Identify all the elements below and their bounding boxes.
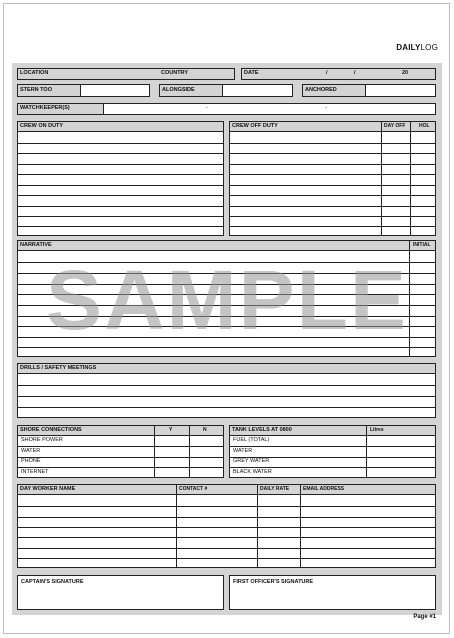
row-line	[230, 153, 435, 154]
row-line	[230, 226, 435, 227]
row-line	[18, 143, 223, 144]
row-line	[18, 206, 223, 207]
first-officer-signature-label: FIRST OFFICER'S SIGNATURE	[233, 579, 314, 585]
captain-signature-box[interactable]	[17, 575, 224, 610]
drills-header: DRILLS / SAFETY MEETINGS	[18, 364, 435, 374]
column-line	[381, 122, 382, 235]
initial-column-header: INITIAL	[413, 242, 431, 248]
anchored-input[interactable]	[365, 84, 436, 97]
location-label: LOCATION	[20, 70, 49, 76]
alongside-label-cell	[159, 84, 223, 97]
column-line	[176, 485, 177, 567]
shore-row-label: INTERNET	[21, 469, 49, 475]
narrative-table[interactable]	[17, 240, 436, 357]
sample-watermark: SAMPLE	[45, 253, 409, 347]
stern-too-label-cell	[17, 84, 81, 97]
year-prefix: 20	[402, 70, 409, 76]
watchkeeper-input[interactable]	[103, 103, 436, 115]
page-number: Page #1	[413, 614, 436, 620]
initial-column-line	[409, 241, 410, 356]
alongside-input[interactable]	[222, 84, 293, 97]
day-worker-table[interactable]	[17, 484, 436, 568]
row-line	[18, 284, 435, 285]
crew-off-duty-header: CREW OFF DUTY	[232, 123, 278, 129]
location-country-field[interactable]	[17, 68, 235, 80]
column-line	[189, 426, 190, 477]
date-label: DATE	[244, 70, 259, 76]
anchored-label: ANCHORED	[305, 87, 337, 93]
row-line	[230, 185, 435, 186]
shore-row-label: WATER	[21, 448, 41, 454]
row-line	[18, 467, 223, 468]
tank-levels-table[interactable]	[229, 425, 436, 478]
captain-signature-label: CAPTAIN'S SIGNATURE	[21, 579, 84, 585]
stern-too-label: STERN TOO	[20, 87, 52, 93]
shore-header-bar	[18, 426, 223, 436]
shore-row-label: SHORE POWER	[21, 437, 63, 443]
watchkeeper-label: WATCHKEEPER(S)	[20, 105, 70, 111]
column-line	[300, 485, 301, 567]
row-line	[18, 558, 435, 559]
anchored-label-cell	[302, 84, 366, 97]
row-line	[230, 143, 435, 144]
row-line	[18, 326, 435, 327]
watchkeeper-label-cell	[17, 103, 104, 115]
row-line	[18, 337, 435, 338]
hol-column-header: HOL	[419, 123, 430, 129]
drills-safety-meetings-table[interactable]	[17, 363, 436, 418]
row-line	[230, 174, 435, 175]
row-line	[18, 195, 223, 196]
row-line	[230, 446, 435, 447]
row-line	[18, 153, 223, 154]
crew-off-duty-table[interactable]	[229, 121, 436, 236]
row-line	[18, 446, 223, 447]
date-field[interactable]	[241, 68, 436, 80]
shore-connections-table[interactable]	[17, 425, 224, 478]
narrative-header-bar	[18, 241, 435, 251]
date-slash-1: /	[326, 70, 328, 76]
row-line	[18, 262, 435, 263]
column-line	[257, 485, 258, 567]
column-line	[366, 426, 367, 477]
tank-row-label: GREY WATER	[233, 458, 270, 464]
alongside-label: ALONGSIDE	[162, 87, 195, 93]
row-line	[18, 305, 435, 306]
page-title	[396, 43, 438, 52]
column-line	[154, 426, 155, 477]
country-label: COUNTRY	[161, 70, 188, 76]
row-line	[18, 185, 223, 186]
row-line	[18, 174, 223, 175]
row-line	[18, 396, 435, 397]
tank-header-bar	[230, 426, 435, 436]
row-line	[230, 164, 435, 165]
row-line	[18, 548, 435, 549]
tank-row-label: FUEL (TOTAL)	[233, 437, 270, 443]
row-line	[18, 316, 435, 317]
row-line	[18, 273, 435, 274]
row-line	[18, 506, 435, 507]
shore-connections-header: SHORE CONNECTIONS	[20, 427, 82, 433]
column-line	[410, 122, 411, 235]
contact-column-header: CONTACT #	[179, 486, 208, 492]
watchkeeper-separator-1: -	[206, 105, 208, 111]
row-line	[230, 467, 435, 468]
row-line	[18, 457, 223, 458]
watchkeeper-separator-2: -	[325, 105, 327, 111]
row-line	[230, 216, 435, 217]
email-column-header: EMAIL ADDRESS	[303, 486, 345, 492]
day-off-column-header: DAY OFF	[384, 123, 406, 129]
date-slash-2: /	[354, 70, 356, 76]
row-line	[18, 226, 223, 227]
shore-n-header: N	[203, 427, 207, 433]
daily-rate-column-header: DAILY RATE	[260, 486, 290, 492]
row-line	[18, 517, 435, 518]
tank-levels-header: TANK LEVELS AT 0800	[232, 427, 292, 433]
day-worker-name-header: DAY WORKER NAME	[20, 486, 76, 492]
day-worker-header-bar	[18, 485, 435, 495]
first-officer-signature-box[interactable]	[229, 575, 436, 610]
litres-column-header: Litres	[370, 427, 384, 433]
row-line	[18, 347, 435, 348]
row-line	[18, 385, 435, 386]
stern-too-input[interactable]	[80, 84, 150, 97]
row-line	[18, 294, 435, 295]
row-line	[18, 216, 223, 217]
shore-row-label: PHONE	[21, 458, 41, 464]
row-line	[18, 407, 435, 408]
tank-row-label: WATER	[233, 448, 253, 454]
narrative-header: NARRATIVE	[20, 242, 52, 248]
crew-on-duty-table[interactable]	[17, 121, 224, 236]
row-line	[18, 527, 435, 528]
tank-row-label: BLACK WATER	[233, 469, 272, 475]
crew-on-duty-header: CREW ON DUTY	[18, 122, 223, 132]
row-line	[230, 195, 435, 196]
shore-y-header: Y	[169, 427, 173, 433]
title-log: LOG	[420, 43, 438, 52]
row-line	[230, 206, 435, 207]
title-daily: DAILY	[396, 43, 421, 52]
row-line	[18, 537, 435, 538]
row-line	[18, 164, 223, 165]
